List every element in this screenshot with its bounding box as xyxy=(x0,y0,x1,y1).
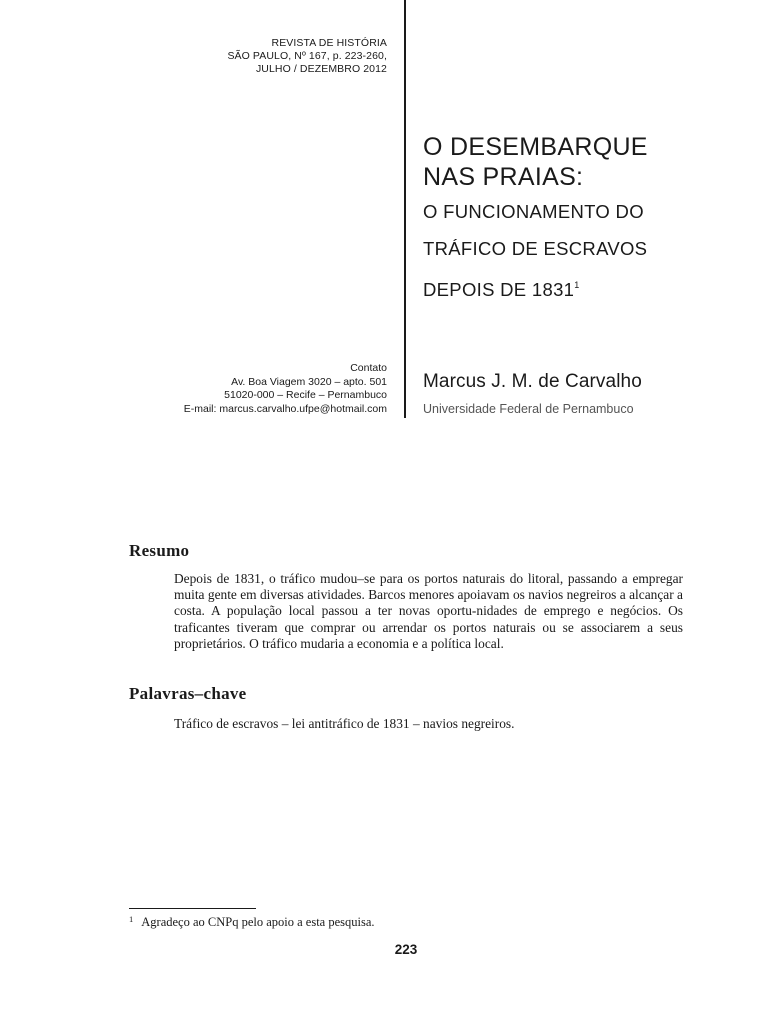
author-name: Marcus J. M. de Carvalho xyxy=(423,371,642,392)
title-footnote-marker[interactable]: 1 xyxy=(574,280,580,290)
contact-email[interactable]: E-mail: marcus.carvalho.ufpe@hotmail.com xyxy=(183,402,387,415)
title-subtitle xyxy=(423,194,753,309)
abstract-text: Depois de 1831, o tráfico mudou–se para os portos naturais do litoral, passando a empregar muita gente em diversas atividades. Barcos menores apoiavam os navios negreiros a alcançar a costa. A população local passou a ter novas oportu-nidades de emprego e negócios. Os traficantes tiveram que comprar ou arrendar os portos naturais ou se associarem a seus proprietários. O tráfico mudaria a economia e a política local. xyxy=(174,571,683,651)
author-affiliation: Universidade Federal de Pernambuco xyxy=(423,402,634,416)
keywords-text: Tráfico de escravos – lei antitráfico de 1831 – navios negreiros. xyxy=(174,716,515,731)
footnote-rule xyxy=(129,908,256,909)
contact-address-line1: Av. Boa Viagem 3020 – apto. 501 xyxy=(231,375,387,388)
keywords-heading: Palavras–chave xyxy=(129,684,247,703)
vertical-divider xyxy=(404,0,406,418)
contact-address-line2: 51020-000 – Recife – Pernambuco xyxy=(224,389,387,401)
contact-block xyxy=(184,362,387,416)
journal-issue: SÃO PAULO, Nº 167, p. 223-260, xyxy=(227,50,387,62)
footnote xyxy=(129,914,375,930)
title-main-line1: O DESEMBARQUE xyxy=(423,133,648,161)
page-number: 223 xyxy=(394,942,418,957)
journal-date: JULHO / DEZEMBRO 2012 xyxy=(255,63,387,75)
subtitle-line1: O FUNCIONAMENTO DO xyxy=(423,201,644,222)
journal-info xyxy=(227,37,387,76)
contact-label: Contato xyxy=(350,362,387,374)
subtitle-line3: DEPOIS DE 1831$^1$ xyxy=(423,279,580,300)
footnote-text: Agradeço ao CNPq pelo apoio a esta pesquisa. xyxy=(141,915,375,929)
footnote-number: 1 xyxy=(129,914,134,924)
article-title xyxy=(423,132,753,309)
subtitle-line2: TRÁFICO DE ESCRAVOS xyxy=(423,237,648,259)
journal-name: REVISTA DE HISTÓRIA xyxy=(271,37,387,49)
title-main-line2: NAS PRAIAS: xyxy=(423,163,584,191)
abstract-heading: Resumo xyxy=(129,541,190,560)
